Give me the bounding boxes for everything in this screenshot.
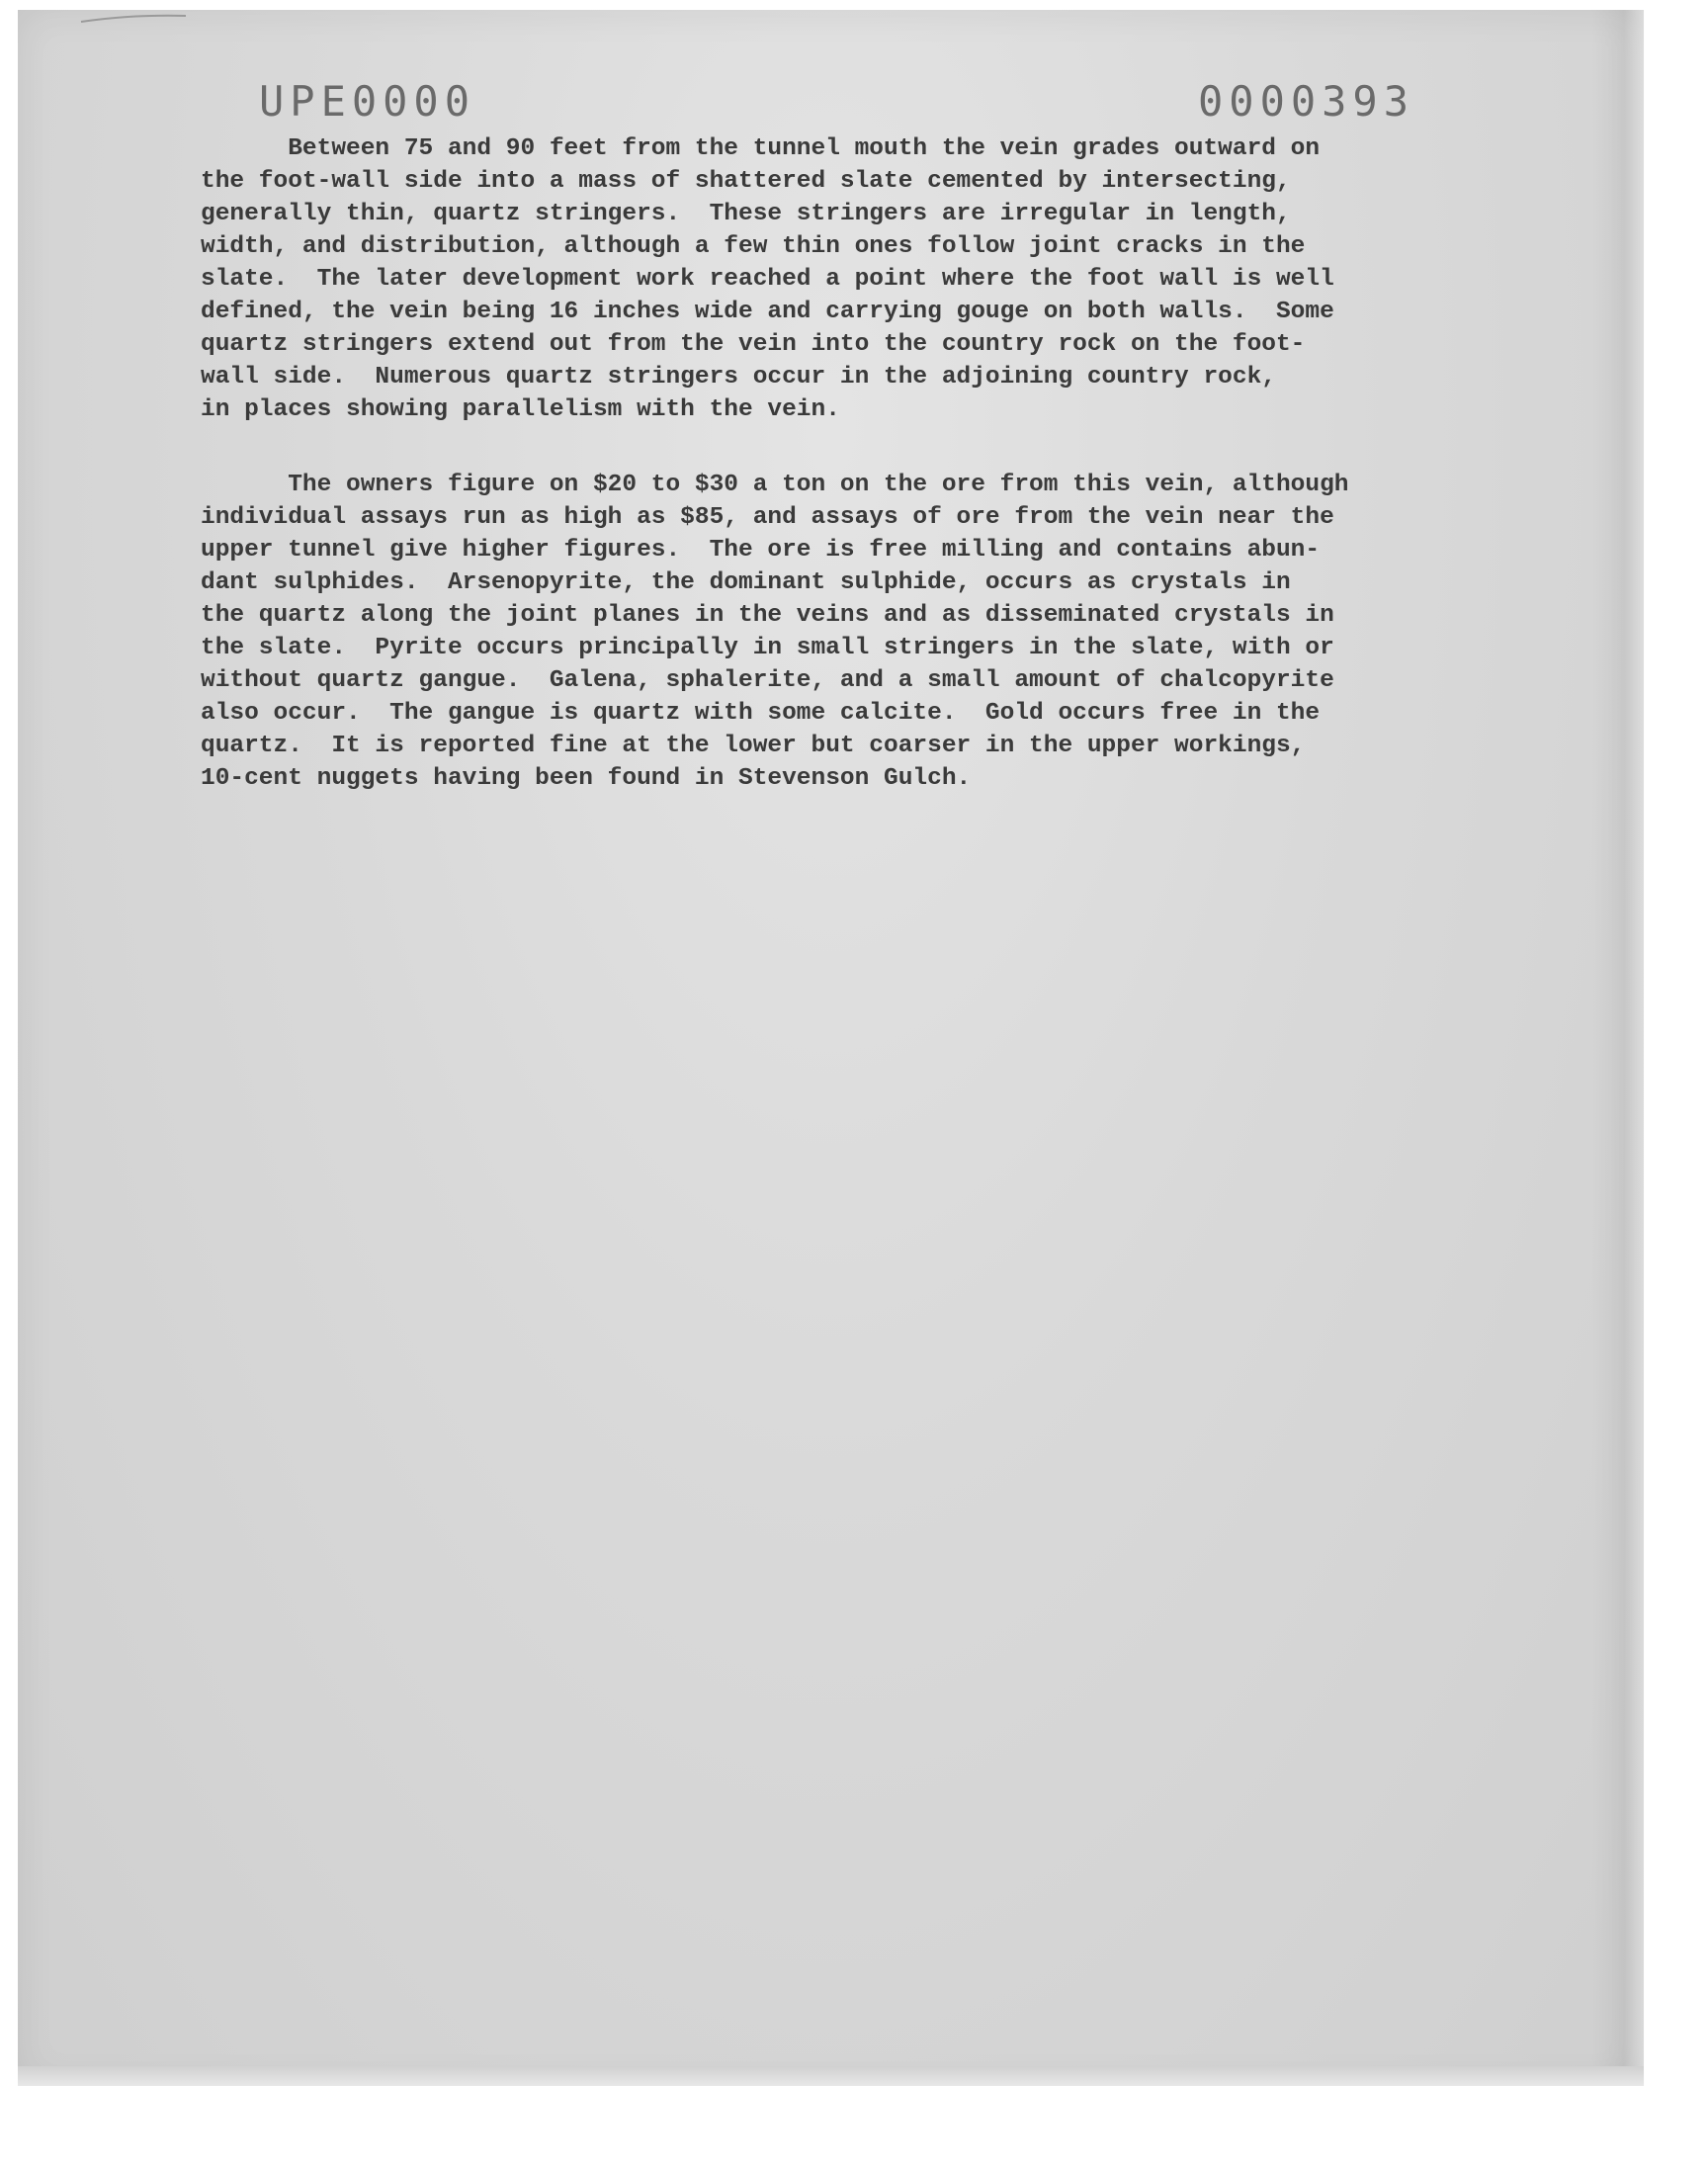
paragraph-1: [201, 132, 1486, 426]
paragraph-line: The owners figure on $20 to $30 a ton on the ore from this vein, although: [201, 472, 1349, 498]
paragraph-line: upper tunnel give higher figures. The ore is free milling and contains abun-: [201, 537, 1321, 564]
pencil-mark: [79, 12, 188, 26]
stamp-right: 0000393: [1198, 77, 1415, 126]
paragraph-line: slate. The later development work reached a point where the foot wall is well: [201, 266, 1334, 293]
sheet-edge-bottom: [18, 2066, 1644, 2086]
paragraph-line: defined, the vein being 16 inches wide and carrying gouge on both walls. Some: [201, 299, 1334, 325]
paragraph-line: without quartz gangue. Galena, sphalerite, and a small amount of chalcopyrite: [201, 667, 1334, 694]
paragraph-line: dant sulphides. Arsenopyrite, the dominant sulphide, occurs as crystals in: [201, 569, 1291, 596]
sheet-shadow-right: [1591, 10, 1646, 2086]
paragraph-line: also occur. The gangue is quartz with some calcite. Gold occurs free in the: [201, 700, 1321, 727]
paragraph-line: 10-cent nuggets having been found in Stevenson Gulch.: [201, 765, 972, 792]
paragraph-line: width, and distribution, although a few thin ones follow joint cracks in the: [201, 233, 1306, 260]
paragraph-line: Between 75 and 90 feet from the tunnel mouth the vein grades outward on: [201, 135, 1321, 162]
paragraph-line: the slate. Pyrite occurs principally in small stringers in the slate, with or: [201, 635, 1334, 661]
paragraph-line: the foot-wall side into a mass of shattered slate cemented by intersecting,: [201, 168, 1291, 195]
paragraph-line: the quartz along the joint planes in the veins and as disseminated crystals in: [201, 602, 1334, 629]
paragraph-line: quartz stringers extend out from the vein into the country rock on the foot-: [201, 331, 1306, 358]
paragraph-line: quartz. It is reported fine at the lower but coarser in the upper workings,: [201, 733, 1306, 759]
paragraph-2: [201, 469, 1486, 795]
paragraph-line: in places showing parallelism with the vein.: [201, 396, 840, 423]
stamp-left: UPE0000: [259, 77, 476, 126]
paragraph-line: wall side. Numerous quartz stringers occur in the adjoining country rock,: [201, 364, 1276, 391]
paragraph-line: individual assays run as high as $85, and assays of ore from the vein near the: [201, 504, 1334, 531]
paragraph-line: generally thin, quartz stringers. These stringers are irregular in length,: [201, 201, 1291, 227]
